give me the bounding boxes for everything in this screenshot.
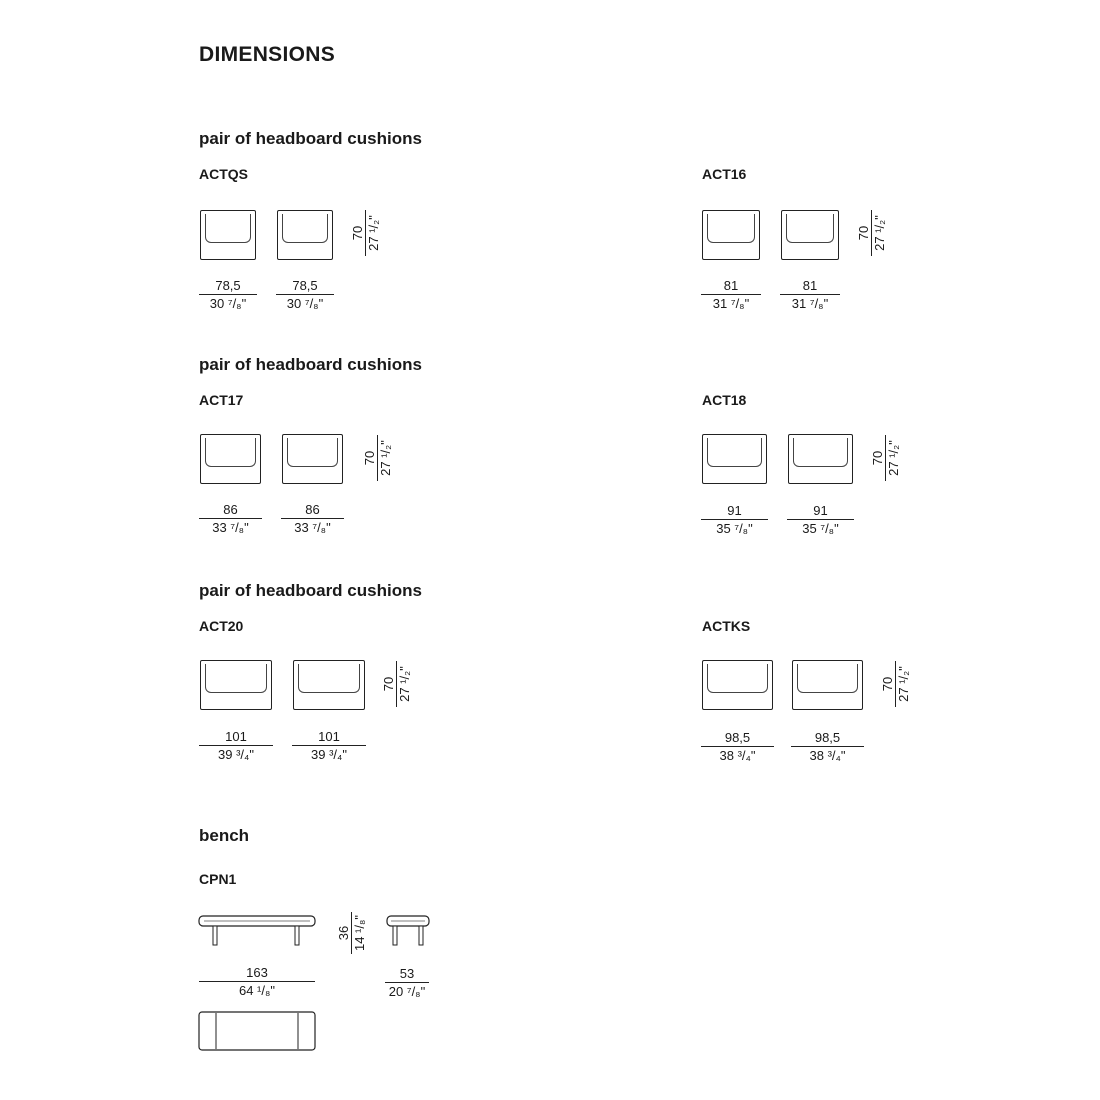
cushion-drawing: [200, 660, 272, 710]
width-cm: 86: [223, 502, 238, 517]
width-cm: 101: [225, 729, 247, 744]
product-code: ACT17: [199, 392, 244, 408]
cushion-drawing: [702, 210, 760, 260]
section-title: bench: [199, 826, 250, 845]
height-inch: 14 ¹/₈": [352, 914, 367, 952]
height-inch: 27 ¹/₂": [378, 440, 393, 476]
width-dimension: [791, 730, 864, 763]
height-cm: 70: [856, 225, 871, 241]
product-code: CPN1: [199, 871, 237, 887]
width-cm: 98,5: [724, 730, 751, 745]
width-inch: 33 ⁷/₈": [294, 520, 331, 535]
height-dimension: [350, 210, 381, 256]
height-dimension: [880, 661, 911, 707]
product-code: ACTQS: [199, 166, 248, 182]
width-inch: 30 ⁷/₈": [209, 296, 247, 311]
width-dimension: [787, 503, 854, 536]
product-code: ACT20: [199, 618, 244, 634]
product-code: ACT18: [702, 392, 747, 408]
width-cm: 91: [813, 503, 828, 518]
height-inch: 27 ¹/₂": [366, 215, 381, 251]
cushion-drawing: [792, 660, 863, 710]
width-cm: 81: [723, 278, 739, 293]
height-cm: 70: [362, 450, 377, 466]
width-dimension: [276, 278, 334, 311]
width-dimension: [199, 278, 257, 311]
width-dimension: [292, 729, 366, 762]
width-cm: 78,5: [292, 278, 318, 293]
width-dimension: [701, 278, 761, 311]
bench-top-view: [198, 1011, 318, 1053]
height-cm: 70: [870, 450, 885, 466]
length-inch: 64 ¹/₈": [238, 983, 276, 998]
width-cm: 86: [305, 502, 320, 517]
section-title: pair of headboard cushions: [199, 355, 422, 374]
height-dimension: [870, 435, 901, 481]
height-inch: 27 ¹/₂": [872, 215, 887, 251]
height-dimension: [336, 912, 367, 954]
depth-dimension: [385, 966, 429, 999]
height-dimension: [381, 661, 412, 707]
height-inch: 27 ¹/₂": [886, 440, 901, 476]
height-cm: 70: [381, 676, 396, 692]
width-inch: 39 ³/₄": [218, 747, 254, 762]
width-dimension: [199, 502, 262, 535]
section-title: pair of headboard cushions: [199, 581, 422, 600]
width-inch: 38 ³/₄": [719, 748, 756, 763]
cushion-drawing: [788, 434, 853, 484]
width-cm: 78,5: [215, 278, 241, 293]
cushion-drawing: [282, 434, 343, 484]
cushion-drawing: [200, 434, 261, 484]
width-dimension: [281, 502, 344, 535]
cushion-drawing: [293, 660, 365, 710]
width-dimension: [701, 730, 774, 763]
bench-front-view: [198, 914, 318, 948]
width-inch: 31 ⁷/₈": [791, 296, 829, 311]
height-dimension: [856, 210, 887, 256]
height-dimension: [362, 435, 393, 481]
height-inch: 27 ¹/₂": [896, 666, 911, 702]
height-inch: 27 ¹/₂": [397, 666, 412, 702]
height-cm: 70: [880, 676, 895, 692]
width-inch: 38 ³/₄": [809, 748, 846, 763]
section-title: pair of headboard cushions: [199, 129, 422, 148]
product-code: ACTKS: [702, 618, 751, 634]
width-inch: 31 ⁷/₈": [712, 296, 750, 311]
width-dimension: [199, 729, 273, 762]
product-code: ACT16: [702, 166, 747, 182]
cushion-drawing: [277, 210, 333, 260]
width-inch: 35 ⁷/₈": [716, 521, 753, 536]
width-cm: 91: [727, 503, 742, 518]
length-dimension: [199, 965, 315, 998]
cushion-drawing: [781, 210, 839, 260]
length-cm: 163: [246, 965, 268, 980]
width-cm: 98,5: [814, 730, 841, 745]
width-cm: 101: [318, 729, 340, 744]
page-title: DIMENSIONS: [199, 43, 336, 66]
cushion-drawing: [200, 210, 256, 260]
depth-cm: 53: [399, 966, 415, 981]
depth-inch: 20 ⁷/₈": [388, 984, 426, 999]
height-cm: 36: [336, 925, 351, 941]
cushion-drawing: [702, 660, 773, 710]
width-cm: 81: [802, 278, 818, 293]
width-inch: 35 ⁷/₈": [802, 521, 839, 536]
bench-side-view: [386, 914, 432, 948]
width-inch: 39 ³/₄": [311, 747, 347, 762]
height-cm: 70: [350, 225, 365, 241]
width-inch: 30 ⁷/₈": [286, 296, 324, 311]
width-dimension: [780, 278, 840, 311]
cushion-drawing: [702, 434, 767, 484]
width-inch: 33 ⁷/₈": [212, 520, 249, 535]
width-dimension: [701, 503, 768, 536]
